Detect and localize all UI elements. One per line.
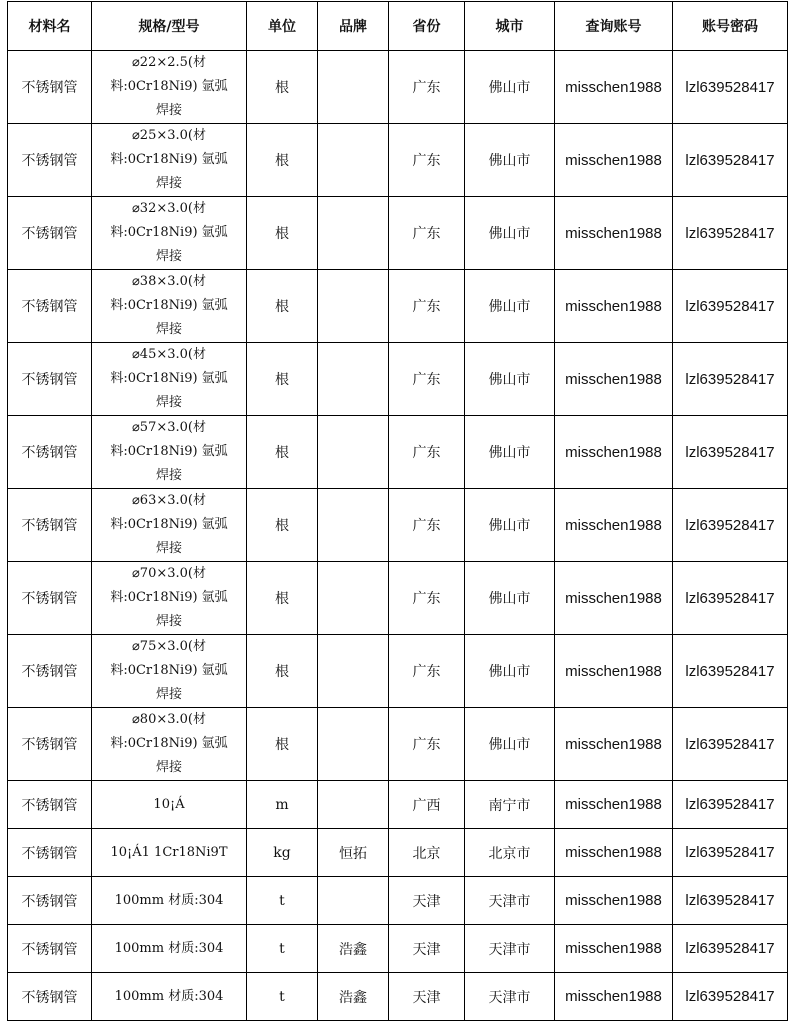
- spec-line: 料:0Cr18Ni9) 氩弧: [110, 225, 228, 240]
- cell-query-account: misschen1988: [555, 781, 673, 829]
- table-row: [8, 925, 788, 973]
- spec-line: 焊接: [155, 176, 182, 191]
- cell-unit: 根: [247, 124, 318, 197]
- cell-material-name: 不锈钢管: [8, 197, 92, 270]
- cell-spec-model: [92, 708, 247, 781]
- table-row: [8, 829, 788, 877]
- cell-query-account: misschen1988: [555, 635, 673, 708]
- cell-city: 佛山市: [465, 489, 555, 562]
- cell-brand: [318, 270, 389, 343]
- cell-query-account: misschen1988: [555, 416, 673, 489]
- table-row: [8, 781, 788, 829]
- table-row: [8, 51, 788, 124]
- cell-spec-model: [92, 877, 247, 925]
- spec-line: 10¡Á: [153, 796, 185, 812]
- cell-unit: 根: [247, 708, 318, 781]
- cell-city: 天津市: [465, 973, 555, 1021]
- cell-spec-model: [92, 51, 247, 124]
- cell-unit: 根: [247, 343, 318, 416]
- cell-account-password: lzl639528417: [673, 973, 788, 1021]
- spec-line: 100mm 材质:304: [114, 940, 224, 956]
- cell-material-name: 不锈钢管: [8, 708, 92, 781]
- header-query-account: 查询账号: [555, 2, 673, 51]
- table-row: [8, 635, 788, 708]
- cell-unit: 根: [247, 51, 318, 124]
- spec-line: 焊接: [155, 468, 182, 483]
- spec-line: 料:0Cr18Ni9) 氩弧: [110, 517, 228, 532]
- cell-brand: [318, 343, 389, 416]
- cell-spec-model: [92, 925, 247, 973]
- cell-province: 北京: [389, 829, 465, 877]
- spec-line: 料:0Cr18Ni9) 氩弧: [110, 371, 228, 386]
- cell-material-name: 不锈钢管: [8, 781, 92, 829]
- spec-line: 焊接: [155, 322, 182, 337]
- cell-spec-model: [92, 197, 247, 270]
- table-row: [8, 973, 788, 1021]
- header-city: 城市: [465, 2, 555, 51]
- cell-unit: t: [247, 925, 318, 973]
- cell-query-account: misschen1988: [555, 197, 673, 270]
- cell-query-account: misschen1988: [555, 708, 673, 781]
- cell-province: 广东: [389, 416, 465, 489]
- cell-material-name: 不锈钢管: [8, 416, 92, 489]
- cell-brand: [318, 635, 389, 708]
- cell-query-account: misschen1988: [555, 124, 673, 197]
- cell-unit: 根: [247, 562, 318, 635]
- header-spec-model: 规格/型号: [92, 2, 247, 51]
- table-body: [8, 51, 788, 1021]
- cell-unit: kg: [247, 829, 318, 877]
- materials-table: [7, 1, 788, 1021]
- cell-material-name: 不锈钢管: [8, 829, 92, 877]
- cell-account-password: lzl639528417: [673, 562, 788, 635]
- cell-unit: 根: [247, 270, 318, 343]
- table-row: [8, 708, 788, 781]
- cell-city: 佛山市: [465, 270, 555, 343]
- cell-brand: [318, 562, 389, 635]
- cell-account-password: lzl639528417: [673, 270, 788, 343]
- cell-material-name: 不锈钢管: [8, 973, 92, 1021]
- header-row: [8, 2, 788, 51]
- spec-line: 料:0Cr18Ni9) 氩弧: [110, 590, 228, 605]
- cell-query-account: misschen1988: [555, 925, 673, 973]
- cell-spec-model: [92, 343, 247, 416]
- spec-line: ⌀57×3.0(材: [131, 420, 206, 435]
- cell-query-account: misschen1988: [555, 343, 673, 416]
- cell-city: 佛山市: [465, 416, 555, 489]
- spec-line: ⌀25×3.0(材: [131, 128, 206, 143]
- spec-line: ⌀45×3.0(材: [131, 347, 206, 362]
- cell-brand: [318, 197, 389, 270]
- cell-material-name: 不锈钢管: [8, 562, 92, 635]
- cell-spec-model: [92, 829, 247, 877]
- table-row: [8, 877, 788, 925]
- cell-account-password: lzl639528417: [673, 781, 788, 829]
- cell-material-name: 不锈钢管: [8, 270, 92, 343]
- cell-material-name: 不锈钢管: [8, 877, 92, 925]
- cell-city: 南宁市: [465, 781, 555, 829]
- spec-line: ⌀38×3.0(材: [131, 274, 206, 289]
- cell-unit: t: [247, 877, 318, 925]
- table-row: [8, 343, 788, 416]
- spec-line: 10¡Á1 1Cr18Ni9T: [110, 844, 228, 860]
- cell-query-account: misschen1988: [555, 973, 673, 1021]
- cell-city: 佛山市: [465, 562, 555, 635]
- spec-line: 焊接: [155, 687, 182, 702]
- cell-province: 广东: [389, 562, 465, 635]
- header-account-password: 账号密码: [673, 2, 788, 51]
- spec-line: 料:0Cr18Ni9) 氩弧: [110, 663, 228, 678]
- cell-spec-model: [92, 973, 247, 1021]
- cell-city: 天津市: [465, 925, 555, 973]
- spec-line: ⌀70×3.0(材: [131, 566, 206, 581]
- cell-unit: 根: [247, 635, 318, 708]
- spec-line: ⌀32×3.0(材: [131, 201, 206, 216]
- cell-city: 北京市: [465, 829, 555, 877]
- header-province: 省份: [389, 2, 465, 51]
- spec-line: ⌀22×2.5(材: [131, 55, 206, 70]
- cell-unit: 根: [247, 416, 318, 489]
- cell-city: 佛山市: [465, 708, 555, 781]
- spec-line: 焊接: [155, 760, 182, 775]
- cell-brand: [318, 124, 389, 197]
- cell-province: 天津: [389, 925, 465, 973]
- spec-line: ⌀75×3.0(材: [131, 639, 206, 654]
- cell-province: 广东: [389, 343, 465, 416]
- table-row: [8, 124, 788, 197]
- spec-line: ⌀63×3.0(材: [131, 493, 206, 508]
- cell-material-name: 不锈钢管: [8, 124, 92, 197]
- cell-material-name: 不锈钢管: [8, 51, 92, 124]
- cell-province: 广东: [389, 124, 465, 197]
- header-material-name: 材料名: [8, 2, 92, 51]
- table-row: [8, 489, 788, 562]
- cell-spec-model: [92, 562, 247, 635]
- cell-province: 广西: [389, 781, 465, 829]
- cell-province: 广东: [389, 708, 465, 781]
- cell-city: 佛山市: [465, 197, 555, 270]
- cell-unit: m: [247, 781, 318, 829]
- cell-brand: 浩鑫: [318, 925, 389, 973]
- cell-province: 广东: [389, 51, 465, 124]
- cell-province: 天津: [389, 973, 465, 1021]
- cell-province: 广东: [389, 270, 465, 343]
- spec-line: 料:0Cr18Ni9) 氩弧: [110, 444, 228, 459]
- table-row: [8, 416, 788, 489]
- cell-city: 天津市: [465, 877, 555, 925]
- table-row: [8, 270, 788, 343]
- cell-spec-model: [92, 124, 247, 197]
- cell-city: 佛山市: [465, 124, 555, 197]
- cell-account-password: lzl639528417: [673, 829, 788, 877]
- spec-line: 料:0Cr18Ni9) 氩弧: [110, 152, 228, 167]
- cell-account-password: lzl639528417: [673, 124, 788, 197]
- spec-line: 焊接: [155, 614, 182, 629]
- table-row: [8, 562, 788, 635]
- cell-account-password: lzl639528417: [673, 197, 788, 270]
- cell-material-name: 不锈钢管: [8, 635, 92, 708]
- cell-province: 广东: [389, 197, 465, 270]
- cell-account-password: lzl639528417: [673, 877, 788, 925]
- spec-line: 100mm 材质:304: [114, 892, 224, 908]
- spec-line: 料:0Cr18Ni9) 氩弧: [110, 79, 228, 94]
- cell-account-password: lzl639528417: [673, 635, 788, 708]
- spec-line: 焊接: [155, 249, 182, 264]
- cell-query-account: misschen1988: [555, 489, 673, 562]
- cell-brand: 恒拓: [318, 829, 389, 877]
- cell-brand: [318, 51, 389, 124]
- cell-brand: [318, 708, 389, 781]
- spec-line: 焊接: [155, 541, 182, 556]
- cell-spec-model: [92, 635, 247, 708]
- cell-spec-model: [92, 416, 247, 489]
- cell-brand: [318, 416, 389, 489]
- cell-city: 佛山市: [465, 635, 555, 708]
- spec-line: 料:0Cr18Ni9) 氩弧: [110, 736, 228, 751]
- cell-account-password: lzl639528417: [673, 51, 788, 124]
- cell-account-password: lzl639528417: [673, 708, 788, 781]
- header-brand: 品牌: [318, 2, 389, 51]
- cell-province: 广东: [389, 489, 465, 562]
- cell-material-name: 不锈钢管: [8, 489, 92, 562]
- spec-line: 焊接: [155, 395, 182, 410]
- cell-city: 佛山市: [465, 343, 555, 416]
- cell-query-account: misschen1988: [555, 270, 673, 343]
- cell-brand: [318, 781, 389, 829]
- spec-line: 料:0Cr18Ni9) 氩弧: [110, 298, 228, 313]
- cell-material-name: 不锈钢管: [8, 343, 92, 416]
- cell-province: 广东: [389, 635, 465, 708]
- spec-line: 焊接: [155, 103, 182, 118]
- cell-account-password: lzl639528417: [673, 925, 788, 973]
- cell-account-password: lzl639528417: [673, 416, 788, 489]
- spec-line: ⌀80×3.0(材: [131, 712, 206, 727]
- cell-brand: [318, 489, 389, 562]
- cell-query-account: misschen1988: [555, 829, 673, 877]
- cell-unit: 根: [247, 197, 318, 270]
- spec-line: 100mm 材质:304: [114, 988, 224, 1004]
- cell-unit: t: [247, 973, 318, 1021]
- cell-account-password: lzl639528417: [673, 343, 788, 416]
- cell-province: 天津: [389, 877, 465, 925]
- cell-query-account: misschen1988: [555, 562, 673, 635]
- cell-unit: 根: [247, 489, 318, 562]
- table-row: [8, 197, 788, 270]
- cell-account-password: lzl639528417: [673, 489, 788, 562]
- cell-query-account: misschen1988: [555, 51, 673, 124]
- cell-spec-model: [92, 270, 247, 343]
- cell-spec-model: [92, 781, 247, 829]
- cell-brand: 浩鑫: [318, 973, 389, 1021]
- cell-brand: [318, 877, 389, 925]
- cell-query-account: misschen1988: [555, 877, 673, 925]
- header-unit: 单位: [247, 2, 318, 51]
- cell-city: 佛山市: [465, 51, 555, 124]
- cell-material-name: 不锈钢管: [8, 925, 92, 973]
- cell-spec-model: [92, 489, 247, 562]
